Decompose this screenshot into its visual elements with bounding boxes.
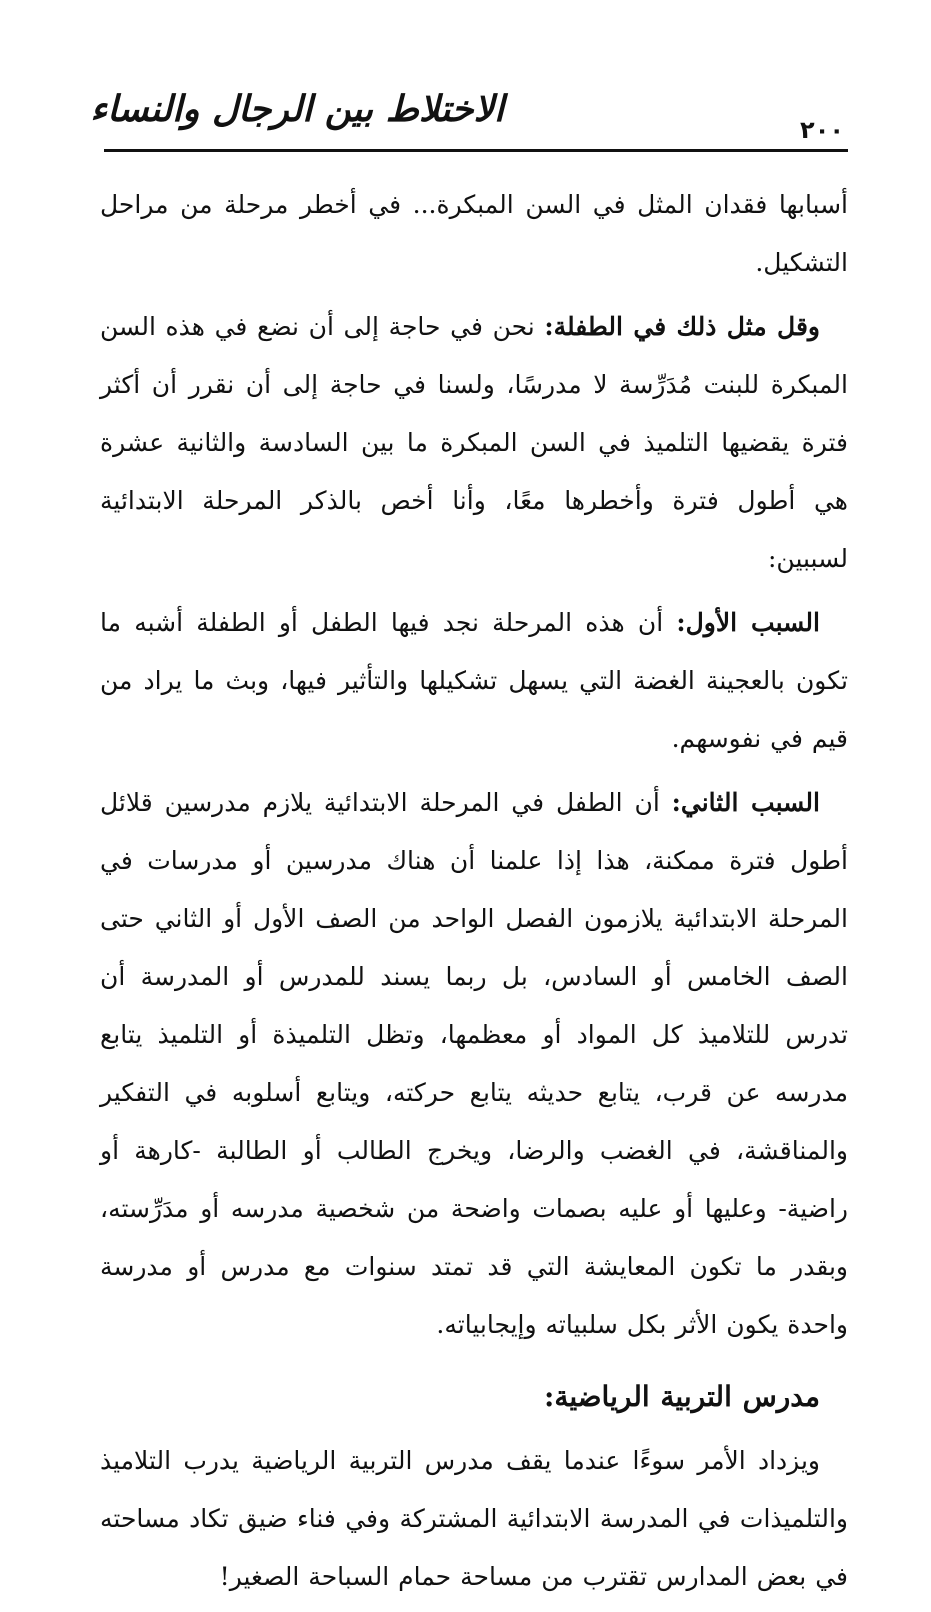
section-heading: مدرس التربية الرياضية: <box>543 1380 820 1413</box>
paragraph-3 <box>100 594 848 768</box>
section-paragraph <box>100 1432 848 1606</box>
paragraph-1-text: أسبابها فقدان المثل في السن المبكرة... في أخطر مرحلة من مراحل التشكيل. <box>100 190 848 277</box>
paragraph-3-text: أن هذه المرحلة نجد فيها الطفل أو الطفلة أشبه ما تكون بالعجينة الغضة التي يسهل تشكيلها والتأثير فيها، وبث ما يراد من قيم في نفوسهم. <box>100 608 848 753</box>
paragraph-2-lead: وقل مثل ذلك في الطفلة: <box>544 312 820 341</box>
running-head <box>90 76 848 144</box>
section-paragraph-text: ويزداد الأمر سوءًا عندما يقف مدرس التربية الرياضية يدرب التلاميذ والتلميذات في المدرسة الابتدائية المشتركة وفي فناء ضيق تكاد مساحته في بعض المدارس تقترب من مساحة حمام السباحة الصغير! <box>100 1446 848 1591</box>
paragraph-1 <box>100 176 848 292</box>
paragraph-2-text: نحن في حاجة إلى أن نضع في هذه السن المبكرة للبنت مُدَرِّسة لا مدرسًا، ولسنا في حاجة إلى أن نقرر أن أكثر فترة يقضيها التلميذ في السن المبكرة ما بين السادسة والثانية عشرة هي أطول فترة وأخطرها معًا، وأنا أخص بالذكر المرحلة الابتدائية لسببين: <box>100 312 848 573</box>
header-rule <box>104 149 848 152</box>
paragraph-4 <box>100 774 848 1354</box>
paragraph-2 <box>100 298 848 588</box>
paragraph-4-lead: السبب الثاني: <box>671 788 820 817</box>
paragraph-4-text: أن الطفل في المرحلة الابتدائية يلازم مدرسين قلائل أطول فترة ممكنة، هذا إذا علمنا أن هناك مدرسين أو مدرسات في المرحلة الابتدائية يلازمون الفصل الواحد من الصف الأول أو الثاني حتى الصف الخامس أو السادس، بل ربما يسند للمدرس أو المدرسة أن تدرس للتلاميذ كل المواد أو معظمها، وتظل التلميذة أو التلميذ يتابع مدرسه عن قرب، يتابع حديثه يتابع حركته، ويتابع أسلوبه في التفكير والمناقشة، في الغضب والرضا، ويخرج الطالب أو الطالبة -كارهة أو راضية- وعليها أو عليه بصمات واضحة من شخصية مدرسه أو مدَرِّسته، وبقدر ما تكون المعايشة التي قد تمتد سنوات مع مدرس أو مدرسة واحدة يكون الأثر بكل سلبياته وإيجابياته. <box>100 788 848 1339</box>
book-title: الاختلاط بين الرجال والنساء <box>90 88 504 130</box>
page-number: ٢٠٠ <box>800 116 844 144</box>
body-text <box>100 176 848 1612</box>
paragraph-3-lead: السبب الأول: <box>676 608 820 637</box>
